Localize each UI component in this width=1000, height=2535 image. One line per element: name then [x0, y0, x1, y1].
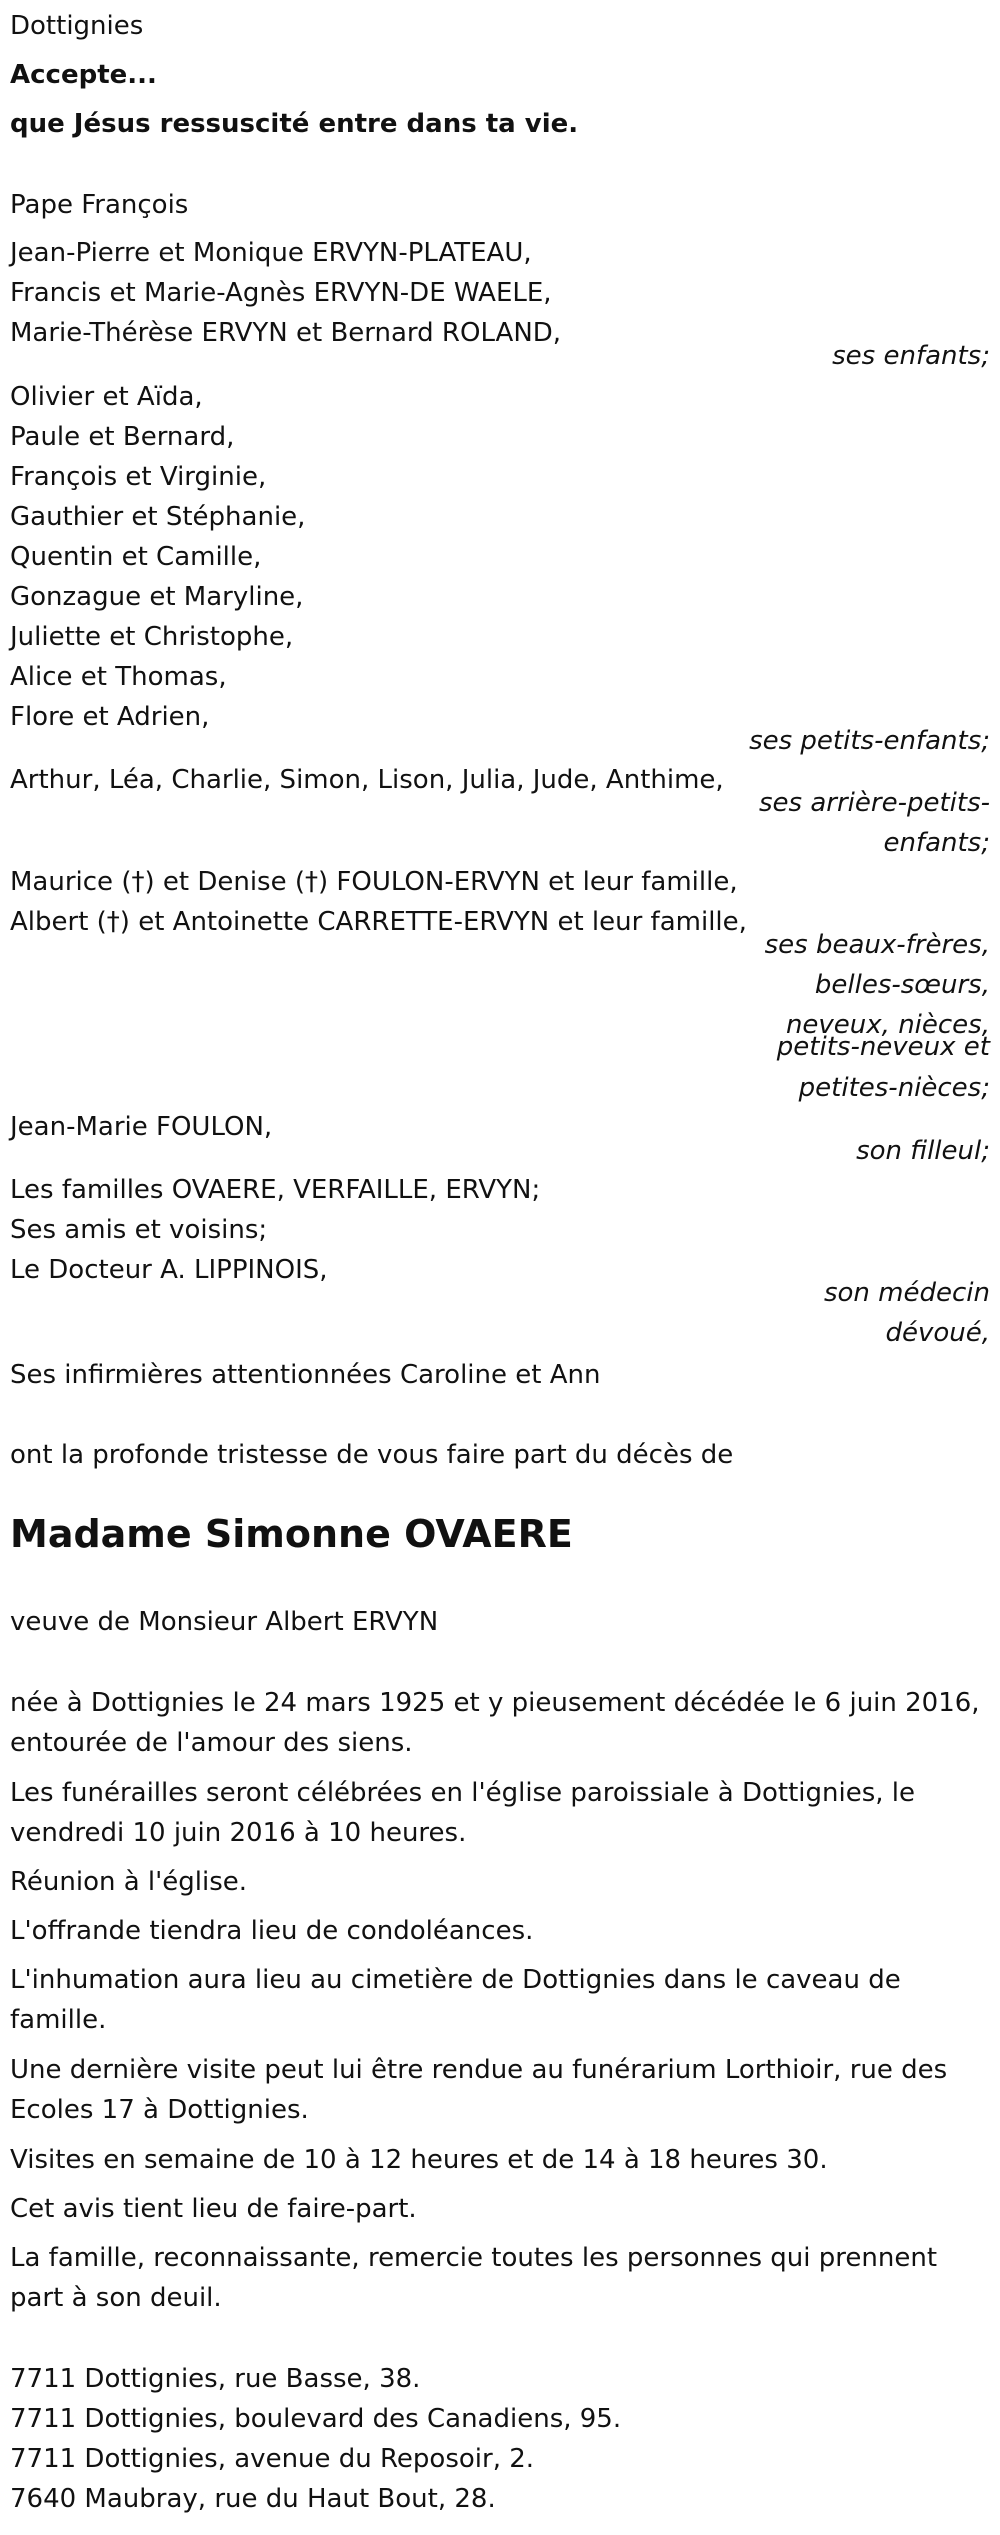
others-line: Ses amis et voisins;	[10, 1215, 268, 1245]
grandchild-line: Juliette et Christophe,	[10, 622, 294, 652]
grandchild-line: Olivier et Aïda,	[10, 382, 203, 412]
notice-line: Cet avis tient lieu de faire-part.	[10, 2194, 417, 2224]
in-laws-role: ses beaux-frères,	[764, 930, 990, 960]
nurses-line: Ses infirmières attentionnées Caroline et Ann	[10, 1360, 601, 1390]
birth-death-line: entourée de l'amour des siens.	[10, 1728, 413, 1758]
funeral-line: Les funérailles seront célébrées en l'église paroissiale à Dottignies, le	[10, 1778, 915, 1808]
great-grandchildren-role: enfants;	[883, 828, 990, 858]
birth-death-line: née à Dottignies le 24 mars 1925 et y pieusement décédée le 6 juin 2016,	[10, 1688, 980, 1718]
grandchildren-role: ses petits-enfants;	[749, 726, 990, 756]
great-grandchildren-role: ses arrière-petits-	[759, 788, 990, 818]
others-line: Le Docteur A. LIPPINOIS,	[10, 1255, 328, 1285]
in-laws-role: petites-nièces;	[798, 1073, 990, 1103]
others-line: Les familles OVAERE, VERFAILLE, ERVYN;	[10, 1175, 541, 1205]
grandchild-line: Quentin et Camille,	[10, 542, 262, 572]
grandchild-line: Flore et Adrien,	[10, 702, 210, 732]
grandchild-line: Gonzague et Maryline,	[10, 582, 304, 612]
place: Dottignies	[10, 11, 144, 41]
visit-line: Ecoles 17 à Dottignies.	[10, 2095, 309, 2125]
meeting-line: Réunion à l'église.	[10, 1867, 248, 1897]
in-laws-line: Maurice (†) et Denise (†) FOULON-ERVYN et leur famille,	[10, 867, 738, 897]
thanks-line: La famille, reconnaissante, remercie toutes les personnes qui prennent	[10, 2243, 938, 2273]
in-laws-role: neveux, nièces,	[785, 1010, 990, 1040]
address-line: 7711 Dottignies, boulevard des Canadiens, 95.	[10, 2404, 622, 2434]
condolences-line: L'offrande tiendra lieu de condoléances.	[10, 1916, 534, 1946]
visit-line: Une dernière visite peut lui être rendue au funérarium Lorthioir, rue des	[10, 2055, 948, 2085]
child-line: Francis et Marie-Agnès ERVYN-DE WAELE,	[10, 278, 552, 308]
thanks-line: part à son deuil.	[10, 2283, 222, 2313]
in-laws-role: belles-sœurs,	[814, 970, 990, 1000]
widow-of: veuve de Monsieur Albert ERVYN	[10, 1607, 439, 1637]
godson-role: son filleul;	[856, 1136, 990, 1166]
burial-line: famille.	[10, 2005, 107, 2035]
godson-line: Jean-Marie FOULON,	[10, 1112, 273, 1142]
address-line: 7711 Dottignies, rue Basse, 38.	[10, 2364, 421, 2394]
great-grandchildren-line: Arthur, Léa, Charlie, Simon, Lison, Julia, Jude, Anthime,	[10, 765, 724, 795]
quote-line-2: que Jésus ressuscité entre dans ta vie.	[10, 109, 579, 139]
doctor-role: dévoué,	[885, 1318, 990, 1348]
address-line: 7711 Dottignies, avenue du Reposoir, 2.	[10, 2444, 535, 2474]
visit-hours-line: Visites en semaine de 10 à 12 heures et de 14 à 18 heures 30.	[10, 2145, 828, 2175]
in-laws-role: petits-neveux et	[776, 1032, 990, 1062]
deceased-name: Madame Simonne OVAERE	[10, 1512, 573, 1556]
child-line: Marie-Thérèse ERVYN et Bernard ROLAND,	[10, 318, 562, 348]
burial-line: L'inhumation aura lieu au cimetière de Dottignies dans le caveau de	[10, 1965, 901, 1995]
funeral-line: vendredi 10 juin 2016 à 10 heures.	[10, 1818, 467, 1848]
child-line: Jean-Pierre et Monique ERVYN-PLATEAU,	[10, 238, 532, 268]
grandchild-line: François et Virginie,	[10, 462, 267, 492]
quote-line-1: Accepte...	[10, 60, 157, 90]
grandchild-line: Alice et Thomas,	[10, 662, 227, 692]
grandchild-line: Paule et Bernard,	[10, 422, 235, 452]
announcement-intro: ont la profonde tristesse de vous faire part du décès de	[10, 1440, 734, 1470]
in-laws-line: Albert (†) et Antoinette CARRETTE-ERVYN et leur famille,	[10, 907, 747, 937]
children-role: ses enfants;	[832, 341, 990, 371]
address-line: 7640 Maubray, rue du Haut Bout, 28.	[10, 2484, 496, 2514]
quote-author: Pape François	[10, 190, 189, 220]
grandchild-line: Gauthier et Stéphanie,	[10, 502, 306, 532]
doctor-role: son médecin	[823, 1278, 990, 1308]
